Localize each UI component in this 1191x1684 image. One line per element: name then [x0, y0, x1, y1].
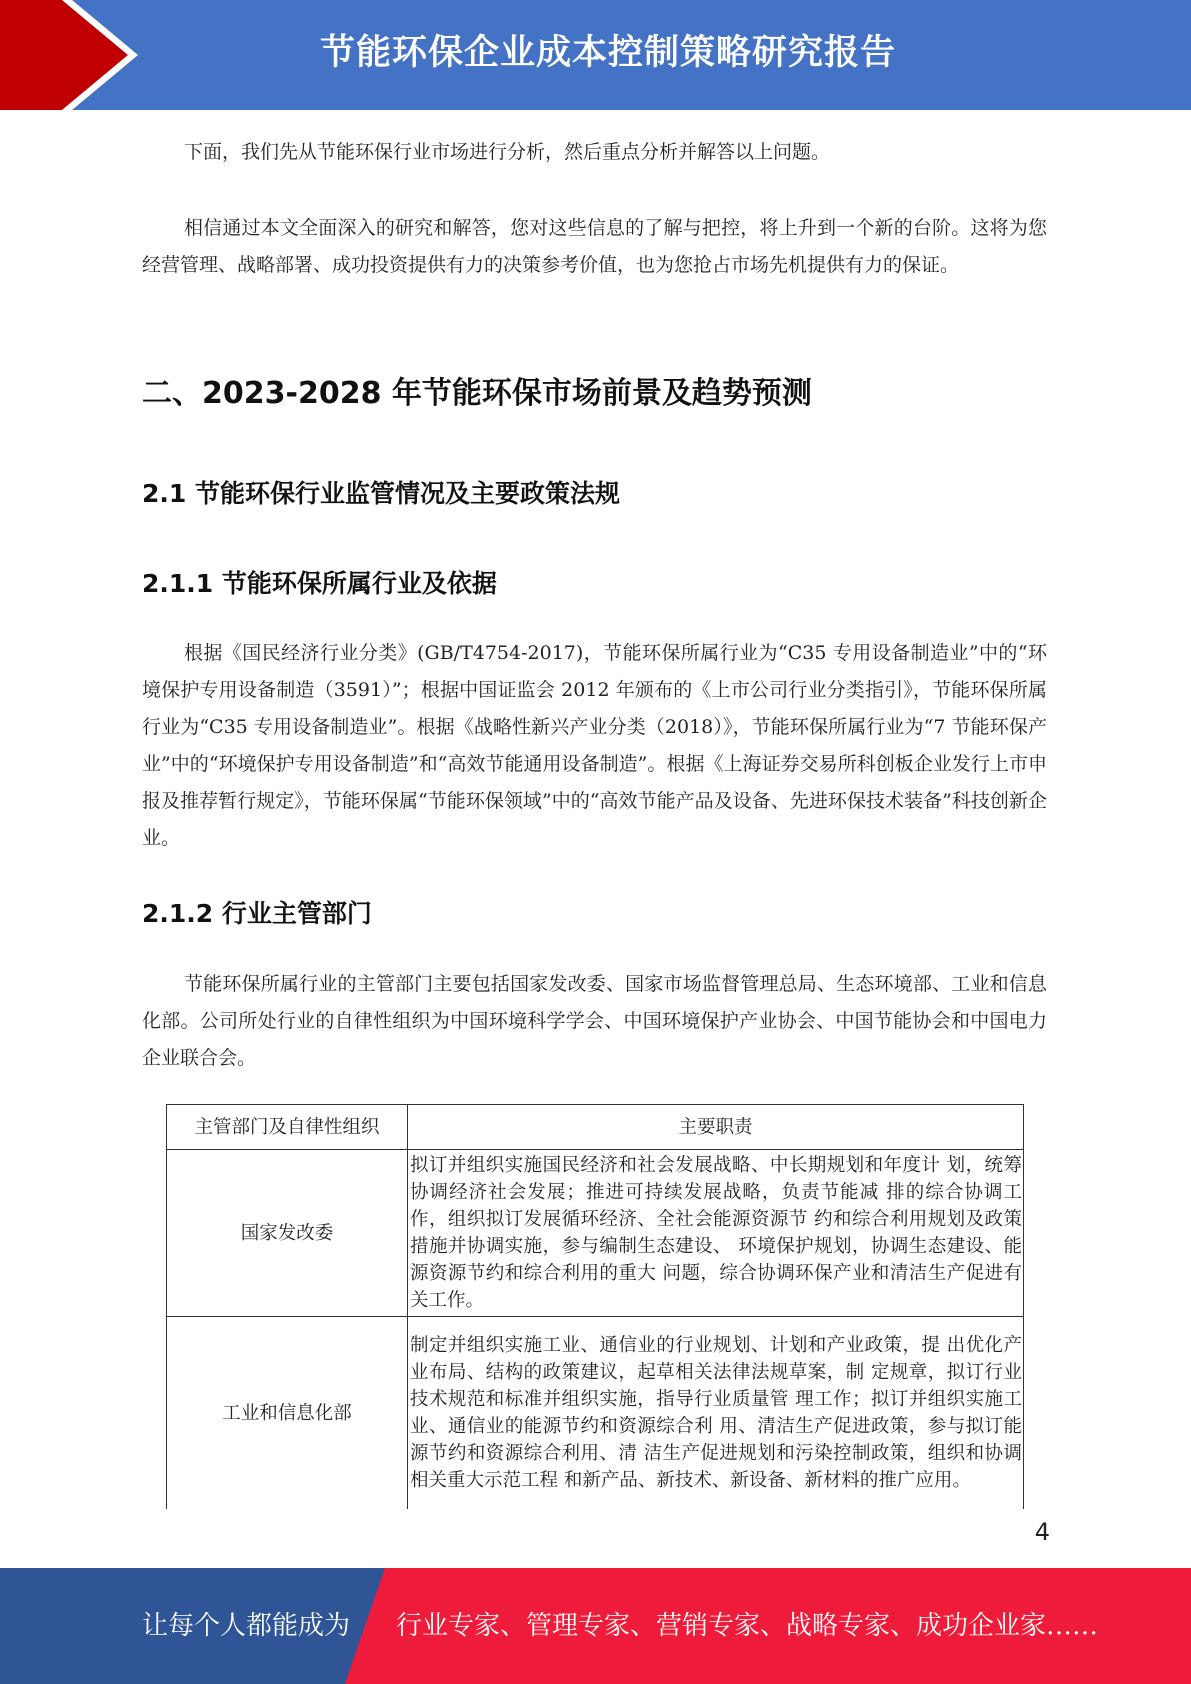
header-arrow-decoration — [0, 0, 160, 110]
footer-slogan-right: 行业专家、管理专家、营销专家、战略专家、成功企业家…… — [396, 1611, 1099, 1641]
table-row — [167, 1317, 1024, 1510]
table-header-duty: 主要职责 — [408, 1105, 1024, 1150]
table-row — [167, 1150, 1024, 1317]
page-footer — [0, 1568, 1191, 1684]
table-cell-duty: 拟订并组织实施国民经济和社会发展战略、中长期规划和年度计 划，统筹协调经济社会发展；推进可持续发展战略，负责节能减 排的综合协调工作，组织拟订发展循环经济、全社会能源资源节 约和综合利用规划及政策措施并协调实施，参与编制生态建设、 环境保护规划，协调生态建设、能源资源节约和综合利用的重大 问题，综合协调环保产业和清洁生产促进有关工作。 — [408, 1150, 1024, 1317]
page-header — [0, 0, 1191, 110]
sub-subsection-heading-industry: 2.1.1 节能环保所属行业及依据 — [142, 569, 497, 598]
table-cell-duty: 制定并组织实施工业、通信业的行业规划、计划和产业政策，提 出优化产业布局、结构的政策建议，起草相关法律法规草案，制 定规章，拟订行业技术规范和标准并组织实施，指导行业质量管 理工作；拟订并组织实施工业、通信业的能源节约和资源综合利 用、清洁生产促进政策，参与拟订能源节约和资源综合利用、清 洁生产促进规划和污染控制政策，组织和协调相关重大示范工程 和新产品、新技术、新设备、新材料的推广应用。 — [408, 1317, 1024, 1510]
intro-paragraph: 下面，我们先从节能环保行业市场进行分析，然后重点分析并解答以上问题。 — [184, 141, 831, 163]
page-number: 4 — [1034, 1518, 1050, 1546]
footer-slogan-left: 让每个人都能成为 — [142, 1611, 351, 1641]
authority-table — [166, 1104, 1024, 1509]
summary-paragraph: 相信通过本文全面深入的研究和解答，您对这些信息的了解与把控，将上升到一个新的台阶。这将为您经营管理、战略部署、成功投资提供有力的决策参考价值，也为您抢占市场先机提供有力的保证。 — [142, 217, 1047, 276]
subsection-heading: 2.1 节能环保行业监管情况及主要政策法规 — [142, 479, 620, 508]
industry-basis-paragraph: 根据《国民经济行业分类》(GB/T4754-2017)，节能环保所属行业为“C35 专用设备制造业”中的“环境保护专用设备制造（3591）”；根据中国证监会 2012 年颁布的《上市公司行业分类指引》，节能环保所属行业为“C35 专用设备制造业”。根据《战略性新兴产业分类（2018）》，节能环保所属行业为“7 节能环保产业”中的“环境保护专用设备制造”和“高效节能通用设备制造”。根据《上海证券交易所科创板企业发行上市申报及推荐暂行规定》，节能环保属“节能环保领域”中的“高效节能产品及设备、先进环保技术装备”科技创新企业。 — [142, 642, 1047, 849]
table-header-org: 主管部门及自律性组织 — [167, 1105, 408, 1150]
report-title: 节能环保企业成本控制策略研究报告 — [320, 33, 897, 73]
table-header-row — [167, 1105, 1024, 1150]
authority-paragraph: 节能环保所属行业的主管部门主要包括国家发改委、国家市场监督管理总局、生态环境部、工业和信息化部。公司所处行业的自律性组织为中国环境科学学会、中国环境保护产业协会、中国节能协会和中国电力企业联合会。 — [142, 973, 1047, 1069]
section-heading: 二、2023-2028 年节能环保市场前景及趋势预测 — [142, 376, 812, 411]
table-cell-org: 国家发改委 — [167, 1150, 408, 1317]
table-cell-org: 工业和信息化部 — [167, 1317, 408, 1510]
sub-subsection-heading-authority: 2.1.2 行业主管部门 — [142, 899, 372, 928]
